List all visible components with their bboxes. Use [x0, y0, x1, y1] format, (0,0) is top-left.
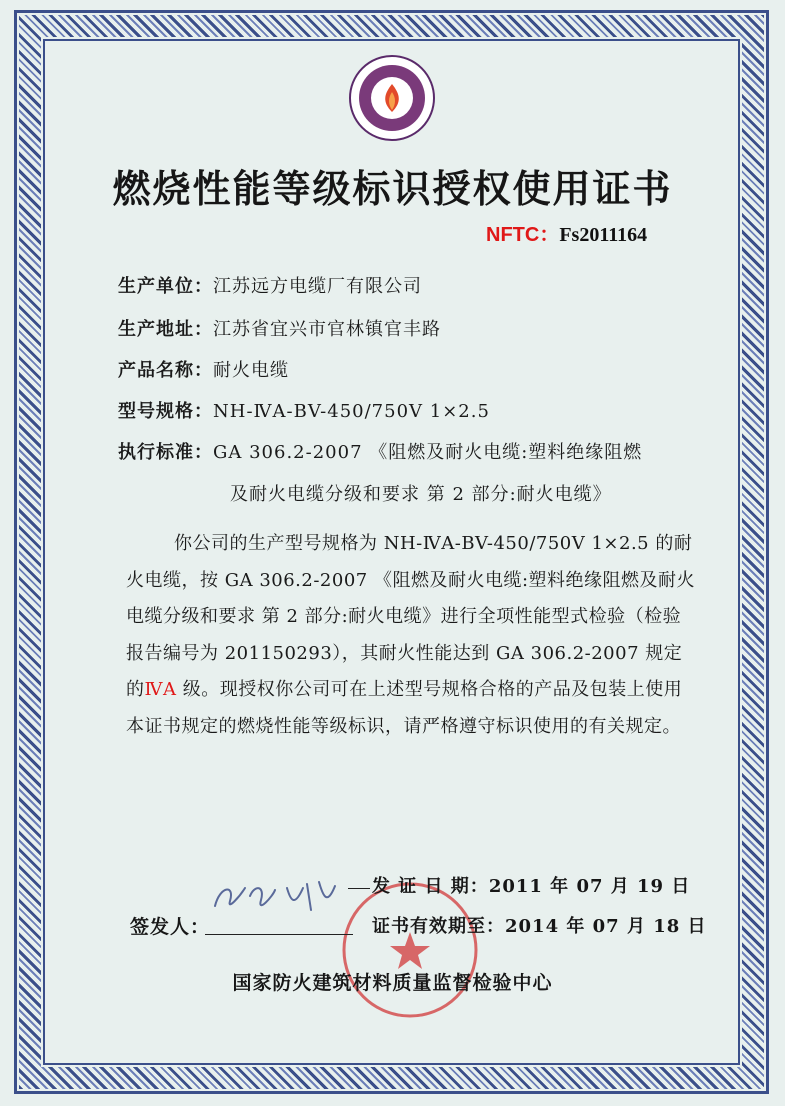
address-row [118, 315, 441, 341]
handwritten-signature [195, 866, 355, 926]
grade-value: ⅣA [144, 679, 177, 700]
issuer-signature-line [205, 934, 353, 935]
issuer-label: 签发人： [130, 916, 211, 938]
producer-label: 生产单位： [118, 276, 213, 297]
producer-value: 江苏远方电缆厂有限公司 [213, 276, 422, 297]
valid-until-row [372, 912, 707, 938]
issuing-center-name: 国家防火建筑材料质量监督检验中心 [232, 972, 553, 994]
producer-row [118, 272, 422, 298]
signature-line-top [348, 868, 370, 889]
cert-number-value: Fs2011164 [559, 224, 648, 246]
standard-value: GA 306.2-2007 《阻燃及耐火电缆:塑料绝缘阻燃 [213, 442, 643, 463]
cert-number-label: NFTC： [486, 224, 560, 246]
body-text-part2: 级。现授权你公司可在上述型号规格合格的产品及包装上使用本证书规定的燃烧性能等级标识，请严格遵守标识使用的有关规定。 [126, 679, 683, 737]
authorization-paragraph [126, 526, 696, 745]
product-row [118, 356, 289, 382]
valid-until-label: 证书有效期至： [372, 916, 505, 937]
model-row [118, 397, 490, 423]
model-label: 型号规格： [118, 401, 213, 422]
address-value: 江苏省宜兴市官林镇官丰路 [213, 319, 441, 340]
standard-row [118, 438, 642, 464]
certificate-title: 燃烧性能等级标识授权使用证书 [112, 167, 673, 211]
certificate-number [486, 218, 647, 247]
issue-date-value: 2011 年 07 月 19 日 [488, 876, 691, 897]
circular-emblem-icon [348, 54, 436, 142]
standard-value-continued: 及耐火电缆分级和要求 第 2 部分:耐火电缆》 [230, 484, 612, 505]
standard-label: 执行标准： [118, 442, 213, 463]
valid-until-value: 2014 年 07 月 18 日 [505, 916, 707, 937]
issue-date-label: 发 证 日 期： [372, 876, 489, 897]
address-label: 生产地址： [118, 319, 213, 340]
model-value: NH-ⅣA-BV-450/750V 1×2.5 [213, 401, 490, 422]
issue-date-row [372, 872, 690, 898]
product-label: 产品名称： [118, 360, 213, 381]
body-text-part1: 你公司的生产型号规格为 NH-ⅣA-BV-450/750V 1×2.5 的耐火电缆，按 GA 306.2-2007 《阻燃及耐火电缆:塑料绝缘阻燃及耐火电缆分级和要求 第 2 部分:耐火电缆》进行全项性能型式检验（检验报告编号为 201150293），其耐火性能达到 GA 306.2-2007 规定的 [126, 533, 696, 700]
product-value: 耐火电缆 [213, 360, 289, 381]
